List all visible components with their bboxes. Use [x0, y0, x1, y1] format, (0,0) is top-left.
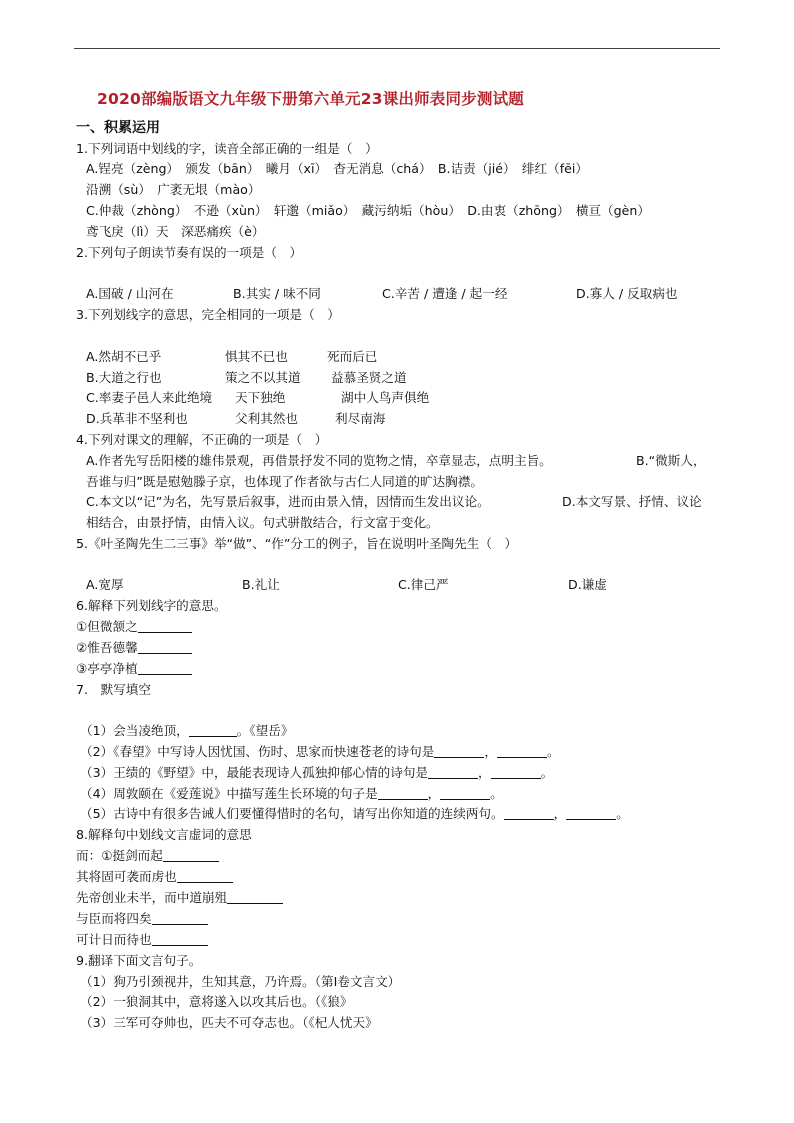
q9-item-3: （3）三军可夺帅也，匹夫不可夺志也。（《杞人忧天》 [80, 1015, 378, 1030]
answer-blank[interactable] [440, 786, 490, 800]
answer-blank[interactable] [491, 765, 541, 779]
q4-option-b-cont: 吾谁与归”既是慰勉滕子京，也体现了作者欲与古仁人同道的旷达胸襟。 [86, 474, 483, 489]
q8-item-2: 其将固可袭而虏也 [76, 869, 233, 885]
q3-option-c-2: 天下独绝 [235, 390, 286, 405]
q9-stem: 9.翻译下面文言句子。 [76, 953, 202, 968]
q3-option-a-2: 惧其不已也 [225, 349, 288, 364]
q6-item-2: ②惟吾德馨 [76, 640, 192, 656]
answer-blank[interactable] [428, 765, 478, 779]
q9-item-1: （1）狗乃引颈视井，生知其意，乃许焉。（第Ⅰ卷文言文） [80, 974, 401, 989]
q4-option-c: C.本文以“记”为名，先写景后叙事，进而由景入情，因情而生发出议论。 [86, 494, 490, 509]
answer-blank[interactable] [378, 786, 428, 800]
q1-line-2: 沿溯（sù） 广袤无垠（mào） [86, 182, 261, 197]
answer-blank[interactable] [138, 661, 192, 675]
q8-item-1: 而：①挺剑而起 [76, 848, 219, 864]
answer-blank[interactable] [504, 806, 554, 820]
q2-stem: 2.下列句子朗读节奏有误的一项是（ ） [76, 245, 303, 260]
q3-option-b-2: 策之不以其道 [225, 370, 301, 385]
q1-line-3: C.仲裁（zhòng） 不逊（xùn） 轩邈（miǎo） 藏污纳垢（hòu） D.由衷（zhōng） 横亘（gèn） [86, 203, 650, 218]
answer-blank[interactable] [227, 890, 283, 904]
q3-option-d-2: 父利其然也 [235, 411, 298, 426]
q4-option-d-cont: 相结合，由景抒情，由情入议。句式骈散结合，行文富于变化。 [86, 515, 439, 530]
q1-line-4: 鸢飞戾（lì）天 深恶痛疾（è） [86, 224, 265, 239]
q8-item-5: 可计日而待也 [76, 932, 208, 948]
answer-blank[interactable] [152, 932, 208, 946]
q7-item-5: （5）古诗中有很多告诫人们要懂得惜时的名句，请写出你知道的连续两句。 ， 。 [80, 806, 629, 821]
section-heading: 一、积累运用 [76, 120, 160, 136]
q1-stem: 1.下列词语中划线的字，读音全部正确的一组是（ ） [76, 141, 378, 156]
q3-option-a-1: A.然胡不已乎 [86, 349, 162, 364]
q2-option-d: D.寡人 / 反取病也 [576, 286, 678, 301]
answer-blank[interactable] [152, 911, 208, 925]
header-rule [74, 48, 720, 49]
answer-blank[interactable] [138, 640, 192, 654]
answer-blank[interactable] [434, 744, 484, 758]
q7-item-3: （3）王绩的《野望》中，最能表现诗人孤独抑郁心情的诗句是 ， 。 [80, 765, 554, 780]
q3-option-d-1: D.兵革非不坚利也 [86, 411, 188, 426]
q8-stem: 8.解释句中划线文言虚词的意思 [76, 827, 252, 842]
q7-item-1: （1）会当凌绝顶， 。《望岳》 [80, 723, 294, 738]
answer-blank[interactable] [497, 744, 547, 758]
q5-option-d: D.谦虚 [568, 577, 607, 592]
answer-blank[interactable] [189, 723, 237, 737]
q4-option-d-start: D.本文写景、抒情、议论 [562, 494, 702, 509]
q4-option-b-start: B.“微斯人， [636, 453, 706, 468]
q7-item-4: （4）周敦颐在《爱莲说》中描写莲生长环境的句子是 ， 。 [80, 786, 503, 801]
q5-option-c: C.律己严 [398, 577, 449, 592]
q9-item-2: （2）一狼洞其中，意将遂入以攻其后也。（《狼》 [80, 994, 353, 1009]
q3-stem: 3.下列划线字的意思，完全相同的一项是（ ） [76, 307, 340, 322]
q2-option-b: B.其实 / 味不同 [233, 286, 321, 301]
q6-stem: 6.解释下列划线字的意思。 [76, 598, 227, 613]
q3-option-c-3: 湖中人鸟声俱绝 [341, 390, 430, 405]
q3-option-c-1: C.率妻子邑人来此绝境 [86, 390, 213, 405]
q3-option-a-3: 死而后已 [327, 349, 378, 364]
q1-line-1: A.锃亮（zèng） 颁发（bān） 曦月（xī） 杳无消息（chá） B.诘责（jié） 绯红（fēi） [86, 161, 588, 176]
q3-option-b-3: 益慕圣贤之道 [331, 370, 407, 385]
answer-blank[interactable] [566, 806, 616, 820]
q2-option-a: A.国破 / 山河在 [86, 286, 174, 301]
answer-blank[interactable] [177, 869, 233, 883]
answer-blank[interactable] [138, 619, 192, 633]
q6-item-3: ③亭亭净植 [76, 661, 192, 677]
q7-stem: 7. 默写填空 [76, 682, 151, 697]
document-title: 2020部编版语文九年级下册第六单元23课出师表同步测试题 [97, 90, 525, 108]
q3-option-d-3: 利尽南海 [335, 411, 386, 426]
q8-item-4: 与臣而将四矣 [76, 911, 208, 927]
q5-option-a: A.宽厚 [86, 577, 124, 592]
q7-item-2: （2）《春望》中写诗人因忧国、伤时、思家而快速苍老的诗句是 ， 。 [80, 744, 560, 759]
q4-stem: 4.下列对课文的理解，不正确的一项是（ ） [76, 432, 328, 447]
q8-item-3: 先帝创业未半，而中道崩殂 [76, 890, 283, 906]
q5-option-b: B.礼让 [242, 577, 280, 592]
q4-option-a: A.作者先写岳阳楼的雄伟景观，再借景抒发不同的览物之情，卒章显志，点明主旨。 [86, 453, 552, 468]
q5-stem: 5.《叶圣陶先生二三事》举“做”、“作”分工的例子，旨在说明叶圣陶先生（ ） [76, 536, 518, 551]
q6-item-1: ①但微颔之 [76, 619, 192, 635]
q2-option-c: C.辛苦 / 遭逢 / 起一经 [382, 286, 508, 301]
q3-option-b-1: B.大道之行也 [86, 370, 162, 385]
answer-blank[interactable] [163, 848, 219, 862]
